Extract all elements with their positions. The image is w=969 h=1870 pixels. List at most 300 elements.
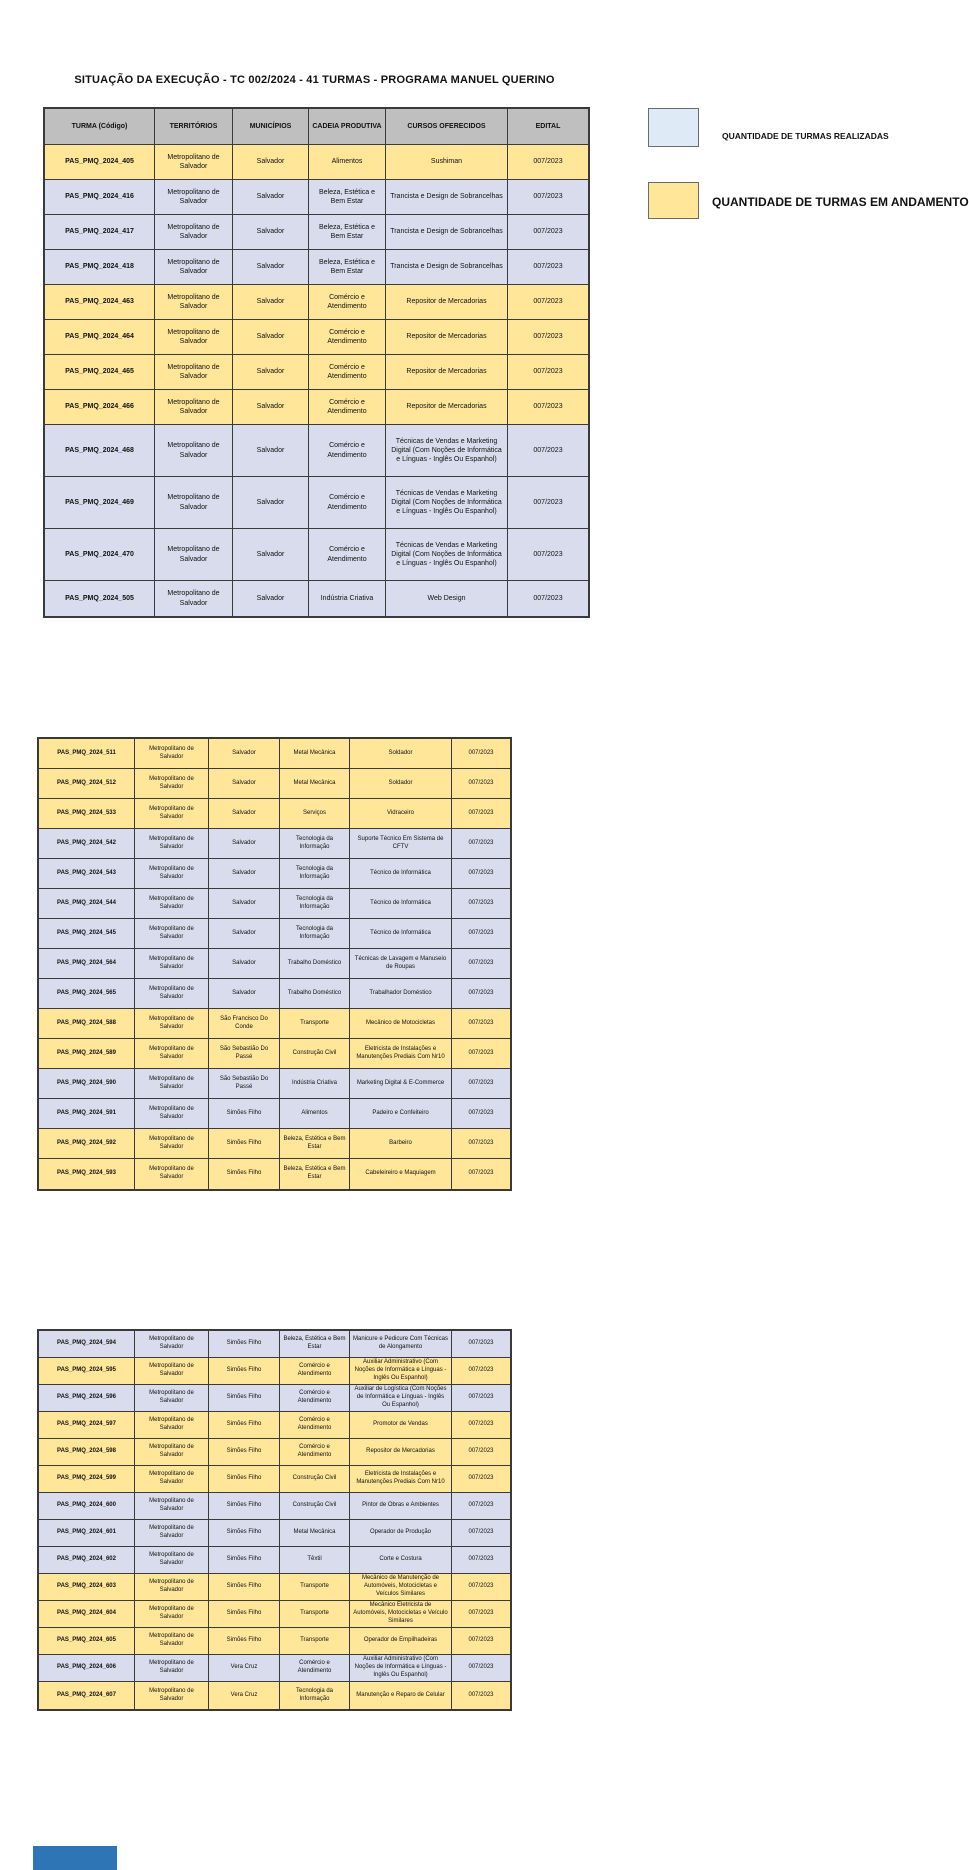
curso-cell[interactable]: Mecânico Eletricista de Automóveis, Motocicletas e Veículo Similares bbox=[350, 1601, 452, 1628]
cadeia-cell[interactable]: Comércio e Atendimento bbox=[309, 285, 386, 320]
municipio-cell[interactable]: Simões Filho bbox=[209, 1574, 280, 1601]
cadeia-cell[interactable]: Beleza, Estética e Bem Estar bbox=[309, 215, 386, 250]
curso-cell[interactable]: Repositor de Mercadorias bbox=[386, 320, 508, 355]
municipio-cell[interactable]: Salvador bbox=[209, 979, 280, 1009]
turma-code-cell[interactable]: PAS_PMQ_2024_465 bbox=[45, 355, 155, 390]
edital-cell[interactable]: 007/2023 bbox=[452, 1009, 510, 1039]
municipio-cell[interactable]: Salvador bbox=[233, 320, 309, 355]
territorio-cell[interactable]: Metropolitano de Salvador bbox=[155, 425, 233, 477]
cadeia-cell[interactable]: Comércio e Atendimento bbox=[309, 355, 386, 390]
cadeia-cell[interactable]: Beleza, Estética e Bem Estar bbox=[309, 250, 386, 285]
municipio-cell[interactable]: Simões Filho bbox=[209, 1601, 280, 1628]
turma-code-cell[interactable]: PAS_PMQ_2024_606 bbox=[39, 1655, 135, 1682]
table-row bbox=[45, 180, 588, 215]
curso-cell[interactable]: Eletricista de Instalações e Manutenções Prediais Com Nr10 bbox=[350, 1039, 452, 1069]
territorio-cell[interactable]: Metropolitano de Salvador bbox=[135, 1385, 209, 1412]
edital-cell[interactable]: 007/2023 bbox=[452, 1331, 510, 1358]
turma-code-cell[interactable]: PAS_PMQ_2024_565 bbox=[39, 979, 135, 1009]
territorio-cell[interactable]: Metropolitano de Salvador bbox=[135, 1069, 209, 1099]
turma-code-cell[interactable]: PAS_PMQ_2024_533 bbox=[39, 799, 135, 829]
curso-cell[interactable]: Trancista e Design de Sobrancelhas bbox=[386, 180, 508, 215]
municipio-cell[interactable]: Salvador bbox=[233, 285, 309, 320]
table-row bbox=[45, 250, 588, 285]
cadeia-cell[interactable]: Construção Civil bbox=[280, 1466, 350, 1493]
cadeia-cell[interactable]: Comércio e Atendimento bbox=[309, 425, 386, 477]
turma-code-cell[interactable]: PAS_PMQ_2024_596 bbox=[39, 1385, 135, 1412]
edital-cell[interactable]: 007/2023 bbox=[452, 1069, 510, 1099]
cadeia-cell[interactable]: Transporte bbox=[280, 1009, 350, 1039]
curso-cell[interactable]: Técnico de Informática bbox=[350, 919, 452, 949]
legend-andamento-label: QUANTIDADE DE TURMAS EM ANDAMENTO bbox=[712, 195, 969, 209]
table-row bbox=[45, 581, 588, 616]
edital-cell[interactable]: 007/2023 bbox=[452, 739, 510, 769]
turma-code-cell[interactable]: PAS_PMQ_2024_564 bbox=[39, 949, 135, 979]
edital-cell[interactable]: 007/2023 bbox=[452, 769, 510, 799]
column-header[interactable]: CURSOS OFERECIDOS bbox=[386, 109, 508, 145]
municipio-cell[interactable]: Simões Filho bbox=[209, 1331, 280, 1358]
curso-cell[interactable]: Trabalhador Doméstico bbox=[350, 979, 452, 1009]
table-row bbox=[39, 1655, 510, 1682]
curso-cell[interactable]: Cabeleireiro e Maquiagem bbox=[350, 1159, 452, 1189]
curso-cell[interactable]: Promotor de Vendas bbox=[350, 1412, 452, 1439]
table-row bbox=[39, 1466, 510, 1493]
table-row bbox=[39, 1682, 510, 1709]
turma-code-cell[interactable]: PAS_PMQ_2024_543 bbox=[39, 859, 135, 889]
municipio-cell[interactable]: Simões Filho bbox=[209, 1466, 280, 1493]
territorio-cell[interactable]: Metropolitano de Salvador bbox=[135, 1682, 209, 1709]
cadeia-cell[interactable]: Indústria Criativa bbox=[280, 1069, 350, 1099]
territorio-cell[interactable]: Metropolitano de Salvador bbox=[135, 1520, 209, 1547]
curso-cell[interactable]: Barbeiro bbox=[350, 1129, 452, 1159]
turmas-table-1 bbox=[43, 107, 590, 618]
municipio-cell[interactable]: Salvador bbox=[209, 919, 280, 949]
municipio-cell[interactable]: São Sebastião Do Passé bbox=[209, 1039, 280, 1069]
legend-realizadas-label: QUANTIDADE DE TURMAS REALIZADAS bbox=[722, 131, 889, 141]
cadeia-cell[interactable]: Comércio e Atendimento bbox=[309, 320, 386, 355]
turma-code-cell[interactable]: PAS_PMQ_2024_464 bbox=[45, 320, 155, 355]
table-header-row bbox=[45, 109, 588, 145]
municipio-cell[interactable]: Salvador bbox=[233, 355, 309, 390]
territorio-cell[interactable]: Metropolitano de Salvador bbox=[155, 215, 233, 250]
edital-cell[interactable]: 007/2023 bbox=[452, 799, 510, 829]
cadeia-cell[interactable]: Transporte bbox=[280, 1628, 350, 1655]
table-row bbox=[39, 979, 510, 1009]
edital-cell[interactable]: 007/2023 bbox=[452, 1412, 510, 1439]
table-row bbox=[39, 739, 510, 769]
territorio-cell[interactable]: Metropolitano de Salvador bbox=[135, 919, 209, 949]
edital-cell[interactable]: 007/2023 bbox=[452, 1574, 510, 1601]
cadeia-cell[interactable]: Comércio e Atendimento bbox=[309, 477, 386, 529]
territorio-cell[interactable]: Metropolitano de Salvador bbox=[155, 320, 233, 355]
edital-cell[interactable]: 007/2023 bbox=[508, 320, 588, 355]
territorio-cell[interactable]: Metropolitano de Salvador bbox=[135, 1547, 209, 1574]
territorio-cell[interactable]: Metropolitano de Salvador bbox=[135, 1655, 209, 1682]
table-row bbox=[39, 949, 510, 979]
territorio-cell[interactable]: Metropolitano de Salvador bbox=[135, 1601, 209, 1628]
cadeia-cell[interactable]: Comércio e Atendimento bbox=[280, 1385, 350, 1412]
table-row bbox=[39, 1439, 510, 1466]
turma-code-cell[interactable]: PAS_PMQ_2024_588 bbox=[39, 1009, 135, 1039]
territorio-cell[interactable]: Metropolitano de Salvador bbox=[135, 949, 209, 979]
turma-code-cell[interactable]: PAS_PMQ_2024_602 bbox=[39, 1547, 135, 1574]
turma-code-cell[interactable]: PAS_PMQ_2024_601 bbox=[39, 1520, 135, 1547]
territorio-cell[interactable]: Metropolitano de Salvador bbox=[155, 180, 233, 215]
territorio-cell[interactable]: Metropolitano de Salvador bbox=[135, 1129, 209, 1159]
territorio-cell[interactable]: Metropolitano de Salvador bbox=[135, 1412, 209, 1439]
curso-cell[interactable]: Técnicas de Vendas e Marketing Digital (Com Noções de Informática e Línguas - Inglês Ou Espanhol) bbox=[386, 477, 508, 529]
turma-code-cell[interactable]: PAS_PMQ_2024_603 bbox=[39, 1574, 135, 1601]
curso-cell[interactable]: Auxiliar de Logística (Com Noções de Informática e Línguas - Inglês Ou Espanhol) bbox=[350, 1385, 452, 1412]
municipio-cell[interactable]: Simões Filho bbox=[209, 1628, 280, 1655]
edital-cell[interactable]: 007/2023 bbox=[508, 180, 588, 215]
column-header[interactable]: CADEIA PRODUTIVA bbox=[309, 109, 386, 145]
curso-cell[interactable]: Marketing Digital & E-Commerce bbox=[350, 1069, 452, 1099]
territorio-cell[interactable]: Metropolitano de Salvador bbox=[135, 1009, 209, 1039]
cadeia-cell[interactable]: Comércio e Atendimento bbox=[280, 1358, 350, 1385]
turma-code-cell[interactable]: PAS_PMQ_2024_466 bbox=[45, 390, 155, 425]
edital-cell[interactable]: 007/2023 bbox=[508, 477, 588, 529]
table-row bbox=[39, 919, 510, 949]
municipio-cell[interactable]: São Francisco Do Conde bbox=[209, 1009, 280, 1039]
cadeia-cell[interactable]: Trabalho Doméstico bbox=[280, 949, 350, 979]
table-row bbox=[45, 390, 588, 425]
cadeia-cell[interactable]: Comércio e Atendimento bbox=[309, 390, 386, 425]
turma-code-cell[interactable]: PAS_PMQ_2024_591 bbox=[39, 1099, 135, 1129]
table-row bbox=[45, 355, 588, 390]
table-row bbox=[39, 1628, 510, 1655]
edital-cell[interactable]: 007/2023 bbox=[452, 1601, 510, 1628]
municipio-cell[interactable]: Vera Cruz bbox=[209, 1682, 280, 1709]
municipio-cell[interactable]: Salvador bbox=[209, 739, 280, 769]
table-row bbox=[39, 1547, 510, 1574]
turma-code-cell[interactable]: PAS_PMQ_2024_598 bbox=[39, 1439, 135, 1466]
cadeia-cell[interactable]: Comércio e Atendimento bbox=[280, 1439, 350, 1466]
turma-code-cell[interactable]: PAS_PMQ_2024_604 bbox=[39, 1601, 135, 1628]
turma-code-cell[interactable]: PAS_PMQ_2024_599 bbox=[39, 1466, 135, 1493]
edital-cell[interactable]: 007/2023 bbox=[452, 1655, 510, 1682]
turma-code-cell[interactable]: PAS_PMQ_2024_542 bbox=[39, 829, 135, 859]
municipio-cell[interactable]: Salvador bbox=[209, 769, 280, 799]
cadeia-cell[interactable]: Tecnologia da Informação bbox=[280, 859, 350, 889]
curso-cell[interactable]: Técnicas de Vendas e Marketing Digital (Com Noções de Informática e Línguas - Inglês Ou Espanhol) bbox=[386, 529, 508, 581]
municipio-cell[interactable]: Simões Filho bbox=[209, 1520, 280, 1547]
column-header[interactable]: TURMA (Código) bbox=[45, 109, 155, 145]
territorio-cell[interactable]: Metropolitano de Salvador bbox=[135, 889, 209, 919]
edital-cell[interactable]: 007/2023 bbox=[452, 1099, 510, 1129]
edital-cell[interactable]: 007/2023 bbox=[452, 1520, 510, 1547]
municipio-cell[interactable]: Salvador bbox=[233, 529, 309, 581]
turma-code-cell[interactable]: PAS_PMQ_2024_600 bbox=[39, 1493, 135, 1520]
cadeia-cell[interactable]: Têxtil bbox=[280, 1547, 350, 1574]
territorio-cell[interactable]: Metropolitano de Salvador bbox=[135, 1493, 209, 1520]
turma-code-cell[interactable]: PAS_PMQ_2024_597 bbox=[39, 1412, 135, 1439]
municipio-cell[interactable]: Simões Filho bbox=[209, 1159, 280, 1189]
column-header[interactable]: TERRITÓRIOS bbox=[155, 109, 233, 145]
territorio-cell[interactable]: Metropolitano de Salvador bbox=[135, 1331, 209, 1358]
edital-cell[interactable]: 007/2023 bbox=[508, 390, 588, 425]
curso-cell[interactable]: Soldador bbox=[350, 739, 452, 769]
cadeia-cell[interactable]: Alimentos bbox=[280, 1099, 350, 1129]
territorio-cell[interactable]: Metropolitano de Salvador bbox=[135, 769, 209, 799]
cadeia-cell[interactable]: Beleza, Estética e Bem Estar bbox=[280, 1129, 350, 1159]
table-row bbox=[39, 1385, 510, 1412]
curso-cell[interactable]: Técnico de Informática bbox=[350, 889, 452, 919]
curso-cell[interactable]: Técnicas de Lavagem e Manuseio de Roupas bbox=[350, 949, 452, 979]
cadeia-cell[interactable]: Indústria Criativa bbox=[309, 581, 386, 616]
edital-cell[interactable]: 007/2023 bbox=[452, 889, 510, 919]
turma-code-cell[interactable]: PAS_PMQ_2024_590 bbox=[39, 1069, 135, 1099]
edital-cell[interactable]: 007/2023 bbox=[452, 1159, 510, 1189]
municipio-cell[interactable]: Simões Filho bbox=[209, 1439, 280, 1466]
table-row bbox=[39, 1601, 510, 1628]
turma-code-cell[interactable]: PAS_PMQ_2024_607 bbox=[39, 1682, 135, 1709]
table-row bbox=[39, 889, 510, 919]
edital-cell[interactable]: 007/2023 bbox=[452, 919, 510, 949]
column-header[interactable]: MUNICÍPIOS bbox=[233, 109, 309, 145]
page-title: SITUAÇÃO DA EXECUÇÃO - TC 002/2024 - 41 TURMAS - PROGRAMA MANUEL QUERINO bbox=[74, 74, 555, 86]
turma-code-cell[interactable]: PAS_PMQ_2024_594 bbox=[39, 1331, 135, 1358]
table-row bbox=[39, 1412, 510, 1439]
territorio-cell[interactable]: Metropolitano de Salvador bbox=[135, 1039, 209, 1069]
cadeia-cell[interactable]: Tecnologia da Informação bbox=[280, 889, 350, 919]
table-row bbox=[39, 1069, 510, 1099]
municipio-cell[interactable]: Salvador bbox=[209, 859, 280, 889]
curso-cell[interactable]: Operador de Produção bbox=[350, 1520, 452, 1547]
table-row bbox=[39, 1493, 510, 1520]
table-row bbox=[39, 769, 510, 799]
turma-code-cell[interactable]: PAS_PMQ_2024_544 bbox=[39, 889, 135, 919]
cadeia-cell[interactable]: Comércio e Atendimento bbox=[309, 529, 386, 581]
cadeia-cell[interactable]: Comércio e Atendimento bbox=[280, 1655, 350, 1682]
edital-cell[interactable]: 007/2023 bbox=[508, 355, 588, 390]
curso-cell[interactable]: Manicure e Pedicure Com Técnicas de Alongamento bbox=[350, 1331, 452, 1358]
table-row bbox=[45, 285, 588, 320]
cadeia-cell[interactable]: Construção Civil bbox=[280, 1493, 350, 1520]
cadeia-cell[interactable]: Metal Mecânica bbox=[280, 739, 350, 769]
territorio-cell[interactable]: Metropolitano de Salvador bbox=[135, 1358, 209, 1385]
turma-code-cell[interactable]: PAS_PMQ_2024_470 bbox=[45, 529, 155, 581]
municipio-cell[interactable]: Simões Filho bbox=[209, 1099, 280, 1129]
table-row bbox=[39, 1009, 510, 1039]
municipio-cell[interactable]: Salvador bbox=[233, 477, 309, 529]
curso-cell[interactable]: Repositor de Mercadorias bbox=[386, 285, 508, 320]
territorio-cell[interactable]: Metropolitano de Salvador bbox=[155, 581, 233, 616]
municipio-cell[interactable]: Simões Filho bbox=[209, 1412, 280, 1439]
turma-code-cell[interactable]: PAS_PMQ_2024_595 bbox=[39, 1358, 135, 1385]
table-row bbox=[39, 829, 510, 859]
legend-andamento-swatch bbox=[648, 182, 699, 219]
territorio-cell[interactable]: Metropolitano de Salvador bbox=[135, 1628, 209, 1655]
curso-cell[interactable]: Técnicas de Vendas e Marketing Digital (Com Noções de Informática e Línguas - Inglês Ou Espanhol) bbox=[386, 425, 508, 477]
edital-cell[interactable]: 007/2023 bbox=[452, 1547, 510, 1574]
table-row bbox=[39, 1520, 510, 1547]
table-row bbox=[39, 1358, 510, 1385]
curso-cell[interactable]: Repositor de Mercadorias bbox=[350, 1439, 452, 1466]
edital-cell[interactable]: 007/2023 bbox=[508, 215, 588, 250]
cadeia-cell[interactable]: Beleza, Estética e Bem Estar bbox=[309, 180, 386, 215]
column-header[interactable]: EDITAL bbox=[508, 109, 588, 145]
curso-cell[interactable]: Trancista e Design de Sobrancelhas bbox=[386, 250, 508, 285]
municipio-cell[interactable]: Salvador bbox=[233, 390, 309, 425]
territorio-cell[interactable]: Metropolitano de Salvador bbox=[135, 1574, 209, 1601]
cadeia-cell[interactable]: Alimentos bbox=[309, 145, 386, 180]
table-row bbox=[45, 477, 588, 529]
edital-cell[interactable]: 007/2023 bbox=[508, 425, 588, 477]
territorio-cell[interactable]: Metropolitano de Salvador bbox=[135, 859, 209, 889]
edital-cell[interactable]: 007/2023 bbox=[452, 979, 510, 1009]
municipio-cell[interactable]: Salvador bbox=[233, 425, 309, 477]
turma-code-cell[interactable]: PAS_PMQ_2024_592 bbox=[39, 1129, 135, 1159]
territorio-cell[interactable]: Metropolitano de Salvador bbox=[135, 1466, 209, 1493]
curso-cell[interactable]: Pintor de Obras e Ambientes bbox=[350, 1493, 452, 1520]
table-row bbox=[45, 320, 588, 355]
territorio-cell[interactable]: Metropolitano de Salvador bbox=[135, 829, 209, 859]
turma-code-cell[interactable]: PAS_PMQ_2024_469 bbox=[45, 477, 155, 529]
territorio-cell[interactable]: Metropolitano de Salvador bbox=[155, 390, 233, 425]
edital-cell[interactable]: 007/2023 bbox=[452, 1129, 510, 1159]
municipio-cell[interactable]: Salvador bbox=[209, 889, 280, 919]
cadeia-cell[interactable]: Transporte bbox=[280, 1574, 350, 1601]
territorio-cell[interactable]: Metropolitano de Salvador bbox=[155, 477, 233, 529]
cadeia-cell[interactable]: Tecnologia da Informação bbox=[280, 829, 350, 859]
municipio-cell[interactable]: Salvador bbox=[209, 949, 280, 979]
edital-cell[interactable]: 007/2023 bbox=[452, 949, 510, 979]
curso-cell[interactable]: Repositor de Mercadorias bbox=[386, 390, 508, 425]
table-row bbox=[39, 1331, 510, 1358]
cadeia-cell[interactable]: Comércio e Atendimento bbox=[280, 1412, 350, 1439]
turma-code-cell[interactable]: PAS_PMQ_2024_605 bbox=[39, 1628, 135, 1655]
territorio-cell[interactable]: Metropolitano de Salvador bbox=[135, 1099, 209, 1129]
municipio-cell[interactable]: São Sebastião Do Passé bbox=[209, 1069, 280, 1099]
curso-cell[interactable]: Auxiliar Administrativo (Com Noções de Informática e Línguas - Inglês Ou Espanhol) bbox=[350, 1358, 452, 1385]
edital-cell[interactable]: 007/2023 bbox=[508, 581, 588, 616]
edital-cell[interactable]: 007/2023 bbox=[508, 145, 588, 180]
cadeia-cell[interactable]: Metal Mecânica bbox=[280, 769, 350, 799]
territorio-cell[interactable]: Metropolitano de Salvador bbox=[155, 145, 233, 180]
curso-cell[interactable]: Web Design bbox=[386, 581, 508, 616]
municipio-cell[interactable]: Salvador bbox=[233, 250, 309, 285]
table-row bbox=[39, 1039, 510, 1069]
municipio-cell[interactable]: Simões Filho bbox=[209, 1385, 280, 1412]
bottom-blue-bar bbox=[33, 1846, 117, 1870]
cadeia-cell[interactable]: Serviços bbox=[280, 799, 350, 829]
turma-code-cell[interactable]: PAS_PMQ_2024_593 bbox=[39, 1159, 135, 1189]
turmas-table-2 bbox=[37, 737, 512, 1191]
turma-code-cell[interactable]: PAS_PMQ_2024_545 bbox=[39, 919, 135, 949]
curso-cell[interactable]: Operador de Empilhadeiras bbox=[350, 1628, 452, 1655]
curso-cell[interactable]: Vidraceiro bbox=[350, 799, 452, 829]
table-row bbox=[45, 215, 588, 250]
turma-code-cell[interactable]: PAS_PMQ_2024_417 bbox=[45, 215, 155, 250]
municipio-cell[interactable]: Salvador bbox=[209, 799, 280, 829]
turma-code-cell[interactable]: PAS_PMQ_2024_512 bbox=[39, 769, 135, 799]
edital-cell[interactable]: 007/2023 bbox=[452, 1385, 510, 1412]
edital-cell[interactable]: 007/2023 bbox=[452, 1682, 510, 1709]
curso-cell[interactable]: Auxiliar Administrativo (Com Noções de Informática e Línguas - Inglês Ou Espanhol) bbox=[350, 1655, 452, 1682]
turma-code-cell[interactable]: PAS_PMQ_2024_463 bbox=[45, 285, 155, 320]
territorio-cell[interactable]: Metropolitano de Salvador bbox=[155, 529, 233, 581]
table-row bbox=[39, 1099, 510, 1129]
turma-code-cell[interactable]: PAS_PMQ_2024_468 bbox=[45, 425, 155, 477]
curso-cell[interactable]: Trancista e Design de Sobrancelhas bbox=[386, 215, 508, 250]
edital-cell[interactable]: 007/2023 bbox=[452, 1439, 510, 1466]
edital-cell[interactable]: 007/2023 bbox=[508, 250, 588, 285]
curso-cell[interactable]: Manutenção e Reparo de Celular bbox=[350, 1682, 452, 1709]
curso-cell[interactable]: Mecânico de Motocicletas bbox=[350, 1009, 452, 1039]
curso-cell[interactable]: Mecânico de Manutenção de Automóveis, Motocicletas e Veículos Similares bbox=[350, 1574, 452, 1601]
municipio-cell[interactable]: Simões Filho bbox=[209, 1547, 280, 1574]
curso-cell[interactable]: Sushiman bbox=[386, 145, 508, 180]
table-row bbox=[39, 1129, 510, 1159]
territorio-cell[interactable]: Metropolitano de Salvador bbox=[135, 1159, 209, 1189]
cadeia-cell[interactable]: Beleza, Estética e Bem Estar bbox=[280, 1159, 350, 1189]
cadeia-cell[interactable]: Metal Mecânica bbox=[280, 1520, 350, 1547]
curso-cell[interactable]: Soldador bbox=[350, 769, 452, 799]
table-row bbox=[39, 1574, 510, 1601]
municipio-cell[interactable]: Simões Filho bbox=[209, 1493, 280, 1520]
turma-code-cell[interactable]: PAS_PMQ_2024_418 bbox=[45, 250, 155, 285]
municipio-cell[interactable]: Salvador bbox=[233, 180, 309, 215]
edital-cell[interactable]: 007/2023 bbox=[452, 1493, 510, 1520]
cadeia-cell[interactable]: Tecnologia da Informação bbox=[280, 1682, 350, 1709]
edital-cell[interactable]: 007/2023 bbox=[452, 859, 510, 889]
legend-realizadas-swatch bbox=[648, 108, 699, 147]
turma-code-cell[interactable]: PAS_PMQ_2024_505 bbox=[45, 581, 155, 616]
curso-cell[interactable]: Eletricista de Instalações e Manutenções Prediais Com Nr10 bbox=[350, 1466, 452, 1493]
edital-cell[interactable]: 007/2023 bbox=[452, 829, 510, 859]
table-row bbox=[45, 145, 588, 180]
turma-code-cell[interactable]: PAS_PMQ_2024_405 bbox=[45, 145, 155, 180]
curso-cell[interactable]: Repositor de Mercadorias bbox=[386, 355, 508, 390]
municipio-cell[interactable]: Simões Filho bbox=[209, 1358, 280, 1385]
municipio-cell[interactable]: Salvador bbox=[233, 145, 309, 180]
edital-cell[interactable]: 007/2023 bbox=[508, 529, 588, 581]
turma-code-cell[interactable]: PAS_PMQ_2024_416 bbox=[45, 180, 155, 215]
table-row bbox=[39, 859, 510, 889]
municipio-cell[interactable]: Salvador bbox=[209, 829, 280, 859]
cadeia-cell[interactable]: Trabalho Doméstico bbox=[280, 979, 350, 1009]
curso-cell[interactable]: Corte e Costura bbox=[350, 1547, 452, 1574]
territorio-cell[interactable]: Metropolitano de Salvador bbox=[135, 979, 209, 1009]
territorio-cell[interactable]: Metropolitano de Salvador bbox=[155, 355, 233, 390]
edital-cell[interactable]: 007/2023 bbox=[452, 1358, 510, 1385]
table-row bbox=[39, 1159, 510, 1189]
territorio-cell[interactable]: Metropolitano de Salvador bbox=[155, 285, 233, 320]
municipio-cell[interactable]: Salvador bbox=[233, 581, 309, 616]
turma-code-cell[interactable]: PAS_PMQ_2024_511 bbox=[39, 739, 135, 769]
edital-cell[interactable]: 007/2023 bbox=[452, 1628, 510, 1655]
territorio-cell[interactable]: Metropolitano de Salvador bbox=[135, 739, 209, 769]
cadeia-cell[interactable]: Transporte bbox=[280, 1601, 350, 1628]
municipio-cell[interactable]: Salvador bbox=[233, 215, 309, 250]
territorio-cell[interactable]: Metropolitano de Salvador bbox=[155, 250, 233, 285]
cadeia-cell[interactable]: Beleza, Estética e Bem Estar bbox=[280, 1331, 350, 1358]
municipio-cell[interactable]: Vera Cruz bbox=[209, 1655, 280, 1682]
territorio-cell[interactable]: Metropolitano de Salvador bbox=[135, 799, 209, 829]
cadeia-cell[interactable]: Tecnologia da Informação bbox=[280, 919, 350, 949]
edital-cell[interactable]: 007/2023 bbox=[452, 1039, 510, 1069]
turma-code-cell[interactable]: PAS_PMQ_2024_589 bbox=[39, 1039, 135, 1069]
curso-cell[interactable]: Padeiro e Confeiteiro bbox=[350, 1099, 452, 1129]
municipio-cell[interactable]: Simões Filho bbox=[209, 1129, 280, 1159]
edital-cell[interactable]: 007/2023 bbox=[452, 1466, 510, 1493]
turmas-table-3 bbox=[37, 1329, 512, 1711]
edital-cell[interactable]: 007/2023 bbox=[508, 285, 588, 320]
curso-cell[interactable]: Técnico de Informática bbox=[350, 859, 452, 889]
curso-cell[interactable]: Suporte Técnico Em Sistema de CFTV bbox=[350, 829, 452, 859]
territorio-cell[interactable]: Metropolitano de Salvador bbox=[135, 1439, 209, 1466]
cadeia-cell[interactable]: Construção Civil bbox=[280, 1039, 350, 1069]
